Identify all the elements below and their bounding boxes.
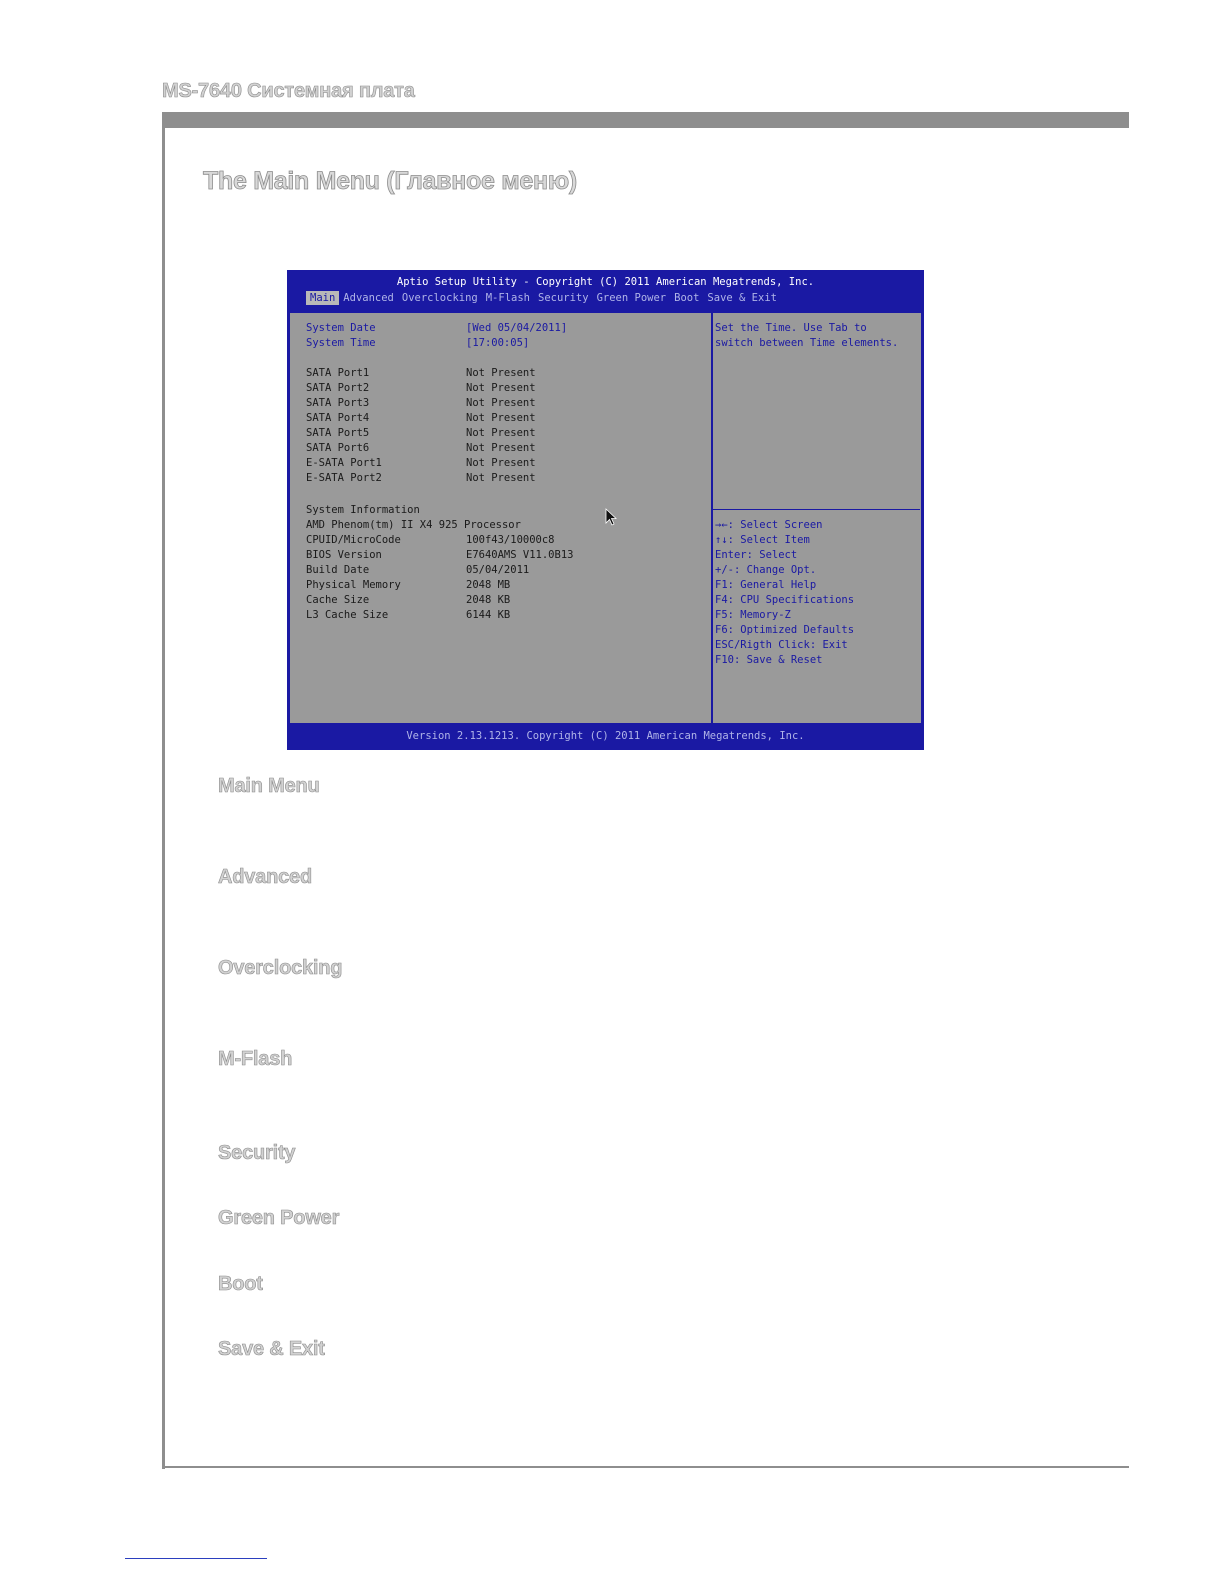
sysinfo-label: Build Date bbox=[306, 564, 370, 576]
sysinfo-value: 05/04/2011 bbox=[466, 564, 530, 576]
menu-item-m-flash: M-Flash bbox=[218, 1048, 293, 1070]
sysinfo-label: Cache Size bbox=[306, 594, 370, 606]
port-label: SATA Port5 bbox=[306, 427, 370, 439]
port-status: Not Present bbox=[466, 427, 536, 439]
port-label: SATA Port2 bbox=[306, 382, 370, 394]
key-hint: →←: Select Screen bbox=[715, 519, 823, 531]
bios-tab-green-power[interactable]: Green Power bbox=[596, 292, 667, 304]
setting-value[interactable]: [17:00:05] bbox=[466, 337, 530, 349]
sysinfo-value: E7640AMS V11.0B13 bbox=[466, 549, 574, 561]
bios-tab-save-exit[interactable]: Save & Exit bbox=[707, 292, 777, 304]
port-status: Not Present bbox=[466, 472, 536, 484]
setting-label: System Time bbox=[306, 337, 376, 349]
key-hint: ESC/Rigth Click: Exit bbox=[715, 639, 848, 651]
menu-item-boot: Boot bbox=[218, 1273, 263, 1295]
menu-item-overclocking: Overclocking bbox=[218, 957, 343, 979]
sysinfo-value: 6144 KB bbox=[466, 609, 511, 621]
footer-rule bbox=[125, 1558, 267, 1559]
bios-tab-security[interactable]: Security bbox=[538, 292, 589, 304]
sysinfo-label: Physical Memory bbox=[306, 579, 401, 591]
key-hint: F6: Optimized Defaults bbox=[715, 624, 855, 636]
sysinfo-label: BIOS Version bbox=[306, 549, 382, 561]
bios-help-divider bbox=[713, 509, 920, 510]
help-line: switch between Time elements. bbox=[715, 337, 899, 349]
port-status: Not Present bbox=[466, 397, 536, 409]
frame-top-bar bbox=[163, 112, 1129, 128]
setting-label: System Date bbox=[306, 322, 376, 334]
bios-tab-m-flash[interactable]: M-Flash bbox=[485, 292, 530, 304]
menu-item-green-power: Green Power bbox=[218, 1207, 340, 1229]
port-label: E-SATA Port1 bbox=[306, 457, 382, 469]
port-status: Not Present bbox=[466, 412, 536, 424]
port-status: Not Present bbox=[466, 457, 536, 469]
bios-tab-main[interactable]: Main bbox=[306, 291, 339, 305]
port-label: SATA Port3 bbox=[306, 397, 370, 409]
key-hint: ↑↓: Select Item bbox=[715, 534, 810, 546]
menu-item-advanced: Advanced bbox=[218, 866, 312, 888]
bios-tab-advanced[interactable]: Advanced bbox=[343, 292, 394, 304]
help-line: Set the Time. Use Tab to bbox=[715, 322, 867, 334]
sysinfo-label: L3 Cache Size bbox=[306, 609, 389, 621]
bios-screenshot bbox=[287, 270, 924, 750]
section-title: The Main Menu (Главное меню) bbox=[203, 167, 577, 195]
port-label: SATA Port1 bbox=[306, 367, 370, 379]
frame-bottom-rule bbox=[162, 1466, 1129, 1468]
mouse-cursor-icon bbox=[605, 508, 617, 526]
sysinfo-label: CPUID/MicroCode bbox=[306, 534, 401, 546]
key-hint: +/-: Change Opt. bbox=[715, 564, 817, 576]
bios-column-divider bbox=[711, 312, 713, 724]
setting-value[interactable]: [Wed 05/04/2011] bbox=[466, 322, 568, 334]
bios-tab-boot[interactable]: Boot bbox=[674, 292, 700, 304]
port-status: Not Present bbox=[466, 442, 536, 454]
menu-item-main-menu: Main Menu bbox=[218, 775, 320, 797]
menu-item-save-exit: Save & Exit bbox=[218, 1338, 325, 1360]
sysinfo-heading-label: System Information bbox=[306, 504, 420, 516]
key-hint: F5: Memory-Z bbox=[715, 609, 791, 621]
processor-label: AMD Phenom(tm) II X4 925 Processor bbox=[306, 519, 521, 531]
key-hint: F10: Save & Reset bbox=[715, 654, 823, 666]
frame-left-rule bbox=[162, 112, 165, 1469]
port-label: SATA Port6 bbox=[306, 442, 370, 454]
port-label: SATA Port4 bbox=[306, 412, 370, 424]
sysinfo-value: 2048 MB bbox=[466, 579, 511, 591]
page-header: MS-7640 Системная плата bbox=[162, 80, 415, 102]
menu-item-security: Security bbox=[218, 1142, 296, 1164]
key-hint: F4: CPU Specifications bbox=[715, 594, 855, 606]
bios-tab-overclocking[interactable]: Overclocking bbox=[401, 292, 478, 304]
key-hint: Enter: Select bbox=[715, 549, 798, 561]
sysinfo-value: 100f43/10000c8 bbox=[466, 534, 555, 546]
bios-footer: Version 2.13.1213. Copyright (C) 2011 American Megatrends, Inc. bbox=[406, 730, 805, 742]
key-hint: F1: General Help bbox=[715, 579, 817, 591]
sysinfo-value: 2048 KB bbox=[466, 594, 511, 606]
bios-tab-bar bbox=[306, 291, 781, 305]
port-status: Not Present bbox=[466, 367, 536, 379]
port-status: Not Present bbox=[466, 382, 536, 394]
port-label: E-SATA Port2 bbox=[306, 472, 382, 484]
bios-title: Aptio Setup Utility - Copyright (C) 2011 American Megatrends, Inc. bbox=[396, 276, 815, 288]
